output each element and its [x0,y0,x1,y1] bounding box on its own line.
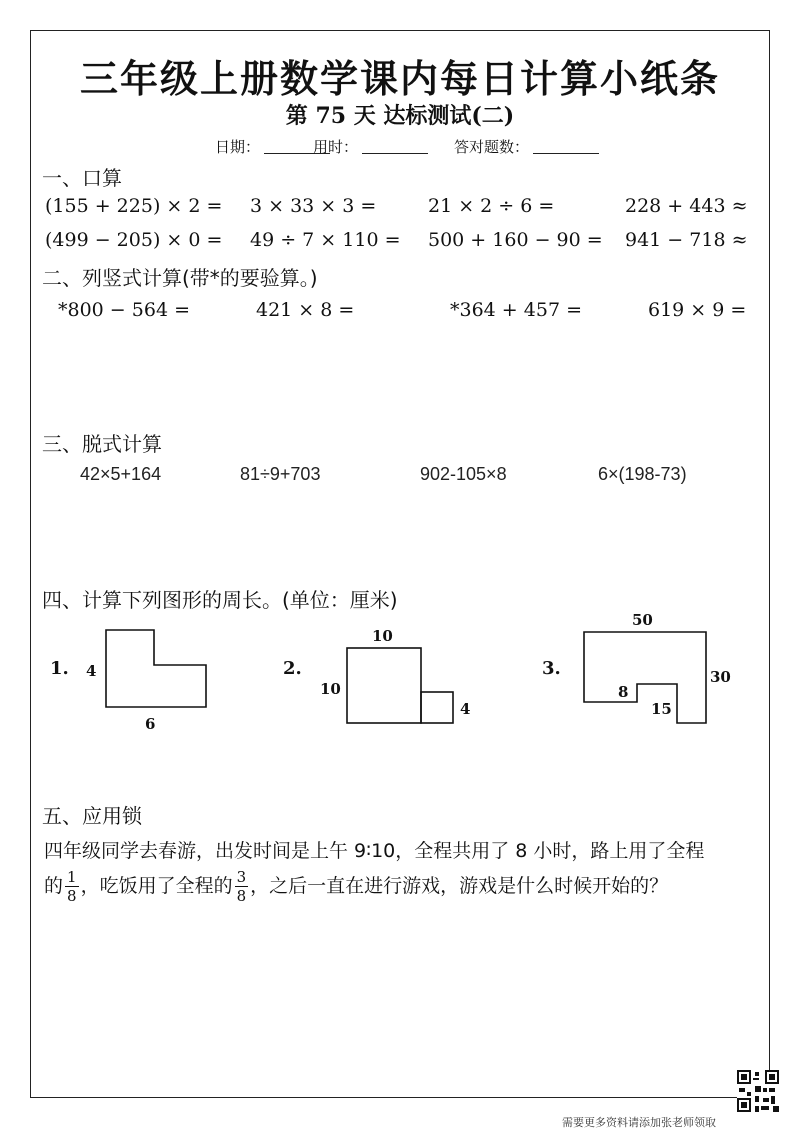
section-3-title: 三、脱式计算 [42,432,162,456]
oral-item-1: (155 + 225) × 2 = [45,195,223,217]
footer-note: 需要更多资料请添加张老师领取 [562,1116,716,1129]
figure-2-label-left: 10 [320,680,341,698]
vertical-item-2: 421 × 8 = [256,299,355,321]
figure-2-label-small: 4 [460,700,471,718]
problem-text-a: 的 [44,875,64,897]
oral-item-5: (499 − 205) × 0 = [45,229,223,251]
section-2-title: 二、列竖式计算(带*的要验算。) [42,266,318,290]
figure-2-small-square [421,692,453,723]
time-label: 用时： [313,138,359,156]
oral-item-3: 21 × 2 ÷ 6 = [428,195,555,217]
date-label: 日期： [215,138,261,156]
oral-item-7: 500 + 160 − 90 = [428,229,603,251]
problem-line-1: 四年级同学去春游，出发时间是上午 9∶10，全程共用了 8 小时，路上用了全程 [44,840,705,862]
page-title: 三年级上册数学课内每日计算小纸条 [79,57,720,101]
figure-3-label-notch-bottom: 15 [651,700,672,718]
section-1-title: 一、口算 [42,166,122,190]
figure-2-number: 2. [283,658,302,679]
problem-text-c: ，之后一直在进行游戏，游戏是什么时候开始的？ [250,875,669,897]
problem-text-b: ，吃饭用了全程的 [80,875,233,897]
fraction-2-denominator: 8 [236,887,247,905]
figure-3-label-right: 30 [710,668,731,686]
oral-item-2: 3 × 33 × 3 = [250,195,377,217]
qr-code-icon [737,1070,779,1112]
figure-2-big-square [347,648,421,723]
section-4-title: 四、计算下列图形的周长。(单位：厘米) [42,588,398,612]
figure-1-label-width: 6 [145,715,156,733]
fraction-one-eighth [65,868,79,905]
fraction-three-eighths [235,868,249,905]
score-label: 答对题数： [454,138,530,156]
fraction-2-numerator: 3 [236,868,247,886]
vertical-item-1: *800 − 564 = [58,299,190,321]
oral-item-8: 941 − 718 ≈ [625,229,748,251]
figure-3-number: 3. [542,658,561,679]
step-item-3: 902-105×8 [420,464,507,484]
figure-3-label-top: 50 [632,611,653,629]
figure-1-number: 1. [50,658,69,679]
oral-item-4: 228 + 443 ≈ [625,195,748,217]
oral-item-6: 49 ÷ 7 × 110 = [250,229,401,251]
step-item-2: 81÷9+703 [240,464,321,484]
figure-3-shape [584,632,706,723]
problem-line-2 [44,868,668,905]
vertical-item-3: *364 + 457 = [450,299,582,321]
fraction-1-numerator: 1 [67,868,77,886]
figure-2-label-top: 10 [372,627,393,645]
vertical-item-4: 619 × 9 = [648,299,747,321]
step-item-4: 6×(198-73) [598,464,687,484]
figure-1-shape [106,630,206,707]
section-5-title: 五、应用锁 [42,804,142,828]
figure-1-label-height: 4 [86,662,97,680]
page-subtitle: 第 75 天 达标测试(二) [285,103,515,129]
fraction-1-denominator: 8 [67,887,77,905]
figure-3-label-notch-side: 8 [618,683,629,701]
step-item-1: 42×5+164 [80,464,162,484]
